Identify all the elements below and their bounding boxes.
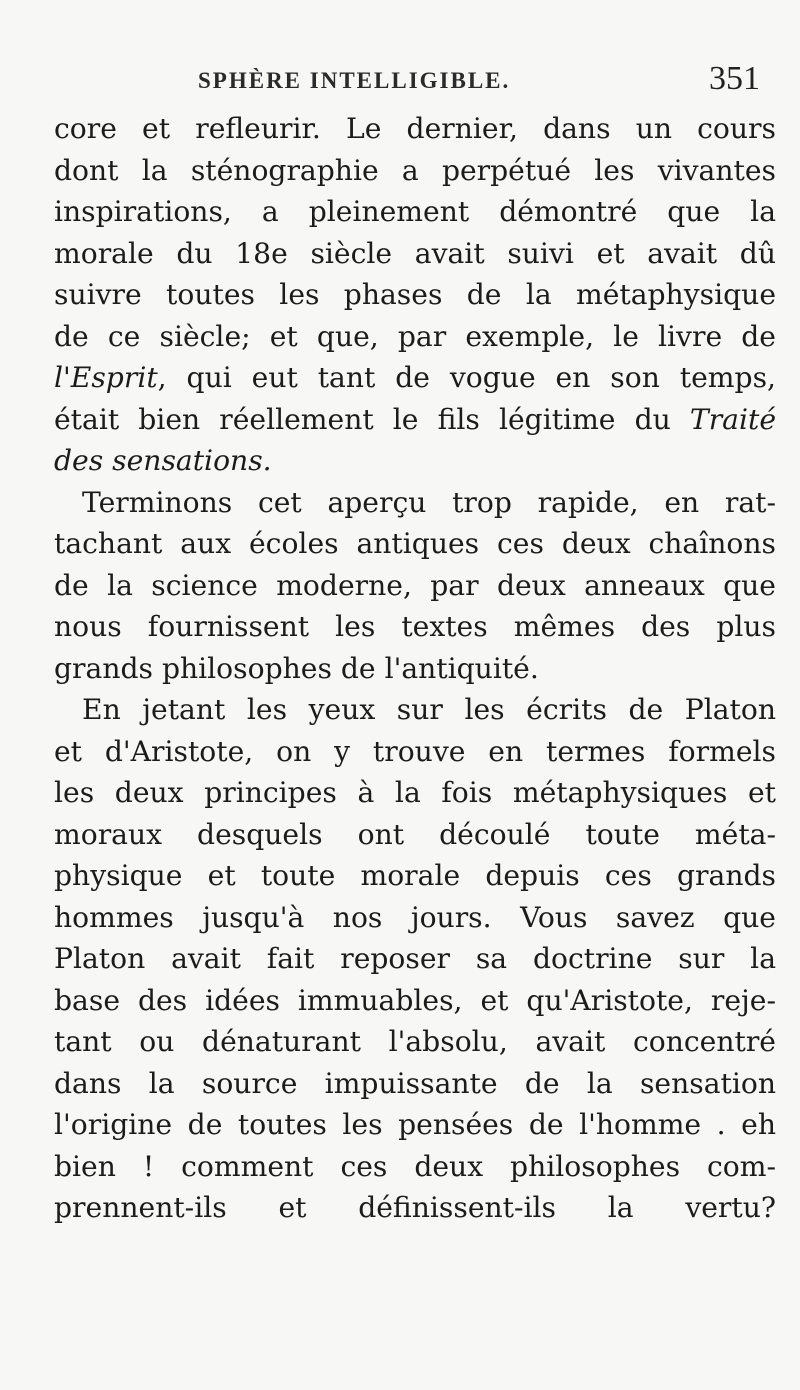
text-line: core et refleurir. Le dernier, dans un cours [54, 112, 776, 145]
text-line: tachant aux écoles antiques ces deux chaînons [54, 527, 776, 560]
text-line-paragraph-start: Terminons cet aperçu trop rapide, en rat- [82, 485, 776, 519]
text-line: prennent-ils et définissent-ils la vertu? [54, 1191, 776, 1224]
book-title-sensations: des sensations. [54, 444, 272, 477]
text-line: grands philosophes de l'antiquité. [54, 651, 539, 685]
text-line: physique et toute morale depuis ces grands [54, 859, 776, 892]
text-line: l'origine de toutes les pensées de l'homme . eh [54, 1108, 776, 1141]
running-head [150, 60, 760, 100]
text-line: dont la sténographie a perpétué les vivantes [54, 153, 776, 187]
running-title: SPHÈRE INTELLIGIBLE. [198, 68, 511, 93]
text-line-paragraph-start: En jetant les yeux sur les écrits de Platon [82, 693, 776, 726]
page-number: 351 [709, 60, 760, 97]
text-line: bien ! comment ces deux philosophes com- [54, 1149, 776, 1183]
text-line: Platon avait fait reposer sa doctrine sur la [54, 942, 776, 975]
text-line: l'Esprit, qui eut tant de vogue en son temps, [54, 361, 776, 394]
text-line: tant ou dénaturant l'absolu, avait concentré [54, 1025, 776, 1058]
text-line: les deux principes à la fois métaphysiques et [54, 776, 776, 809]
text-line: base des idées immuables, et qu'Aristote, reje- [54, 983, 776, 1017]
text-line: dans la source impuissante de la sensation [54, 1066, 776, 1100]
text-line: inspirations, a pleinement démontré que la [54, 195, 776, 228]
text-line: de la science moderne, par deux anneaux que [54, 568, 776, 602]
text-line [54, 440, 776, 482]
text-line: nous fournissent les textes mêmes des plus [54, 610, 776, 643]
text-line: moraux desquels ont découlé toute méta- [54, 817, 776, 851]
text-line: suivre toutes les phases de la métaphysique [54, 278, 776, 311]
text-line: morale du 18e siècle avait suivi et avait dû [54, 236, 776, 270]
book-title-traite: Traité [689, 402, 776, 436]
text-line: de ce siècle; et que, par exemple, le livre de [54, 319, 776, 353]
text-line: était bien réellement le fils légitime du Traité [54, 402, 776, 436]
text-line: et d'Aristote, on y trouve en termes formels [54, 734, 776, 768]
book-title-esprit: l'Esprit [54, 361, 158, 394]
text-line: hommes jusqu'à nos jours. Vous savez que [54, 900, 776, 934]
body-text [54, 108, 776, 1229]
